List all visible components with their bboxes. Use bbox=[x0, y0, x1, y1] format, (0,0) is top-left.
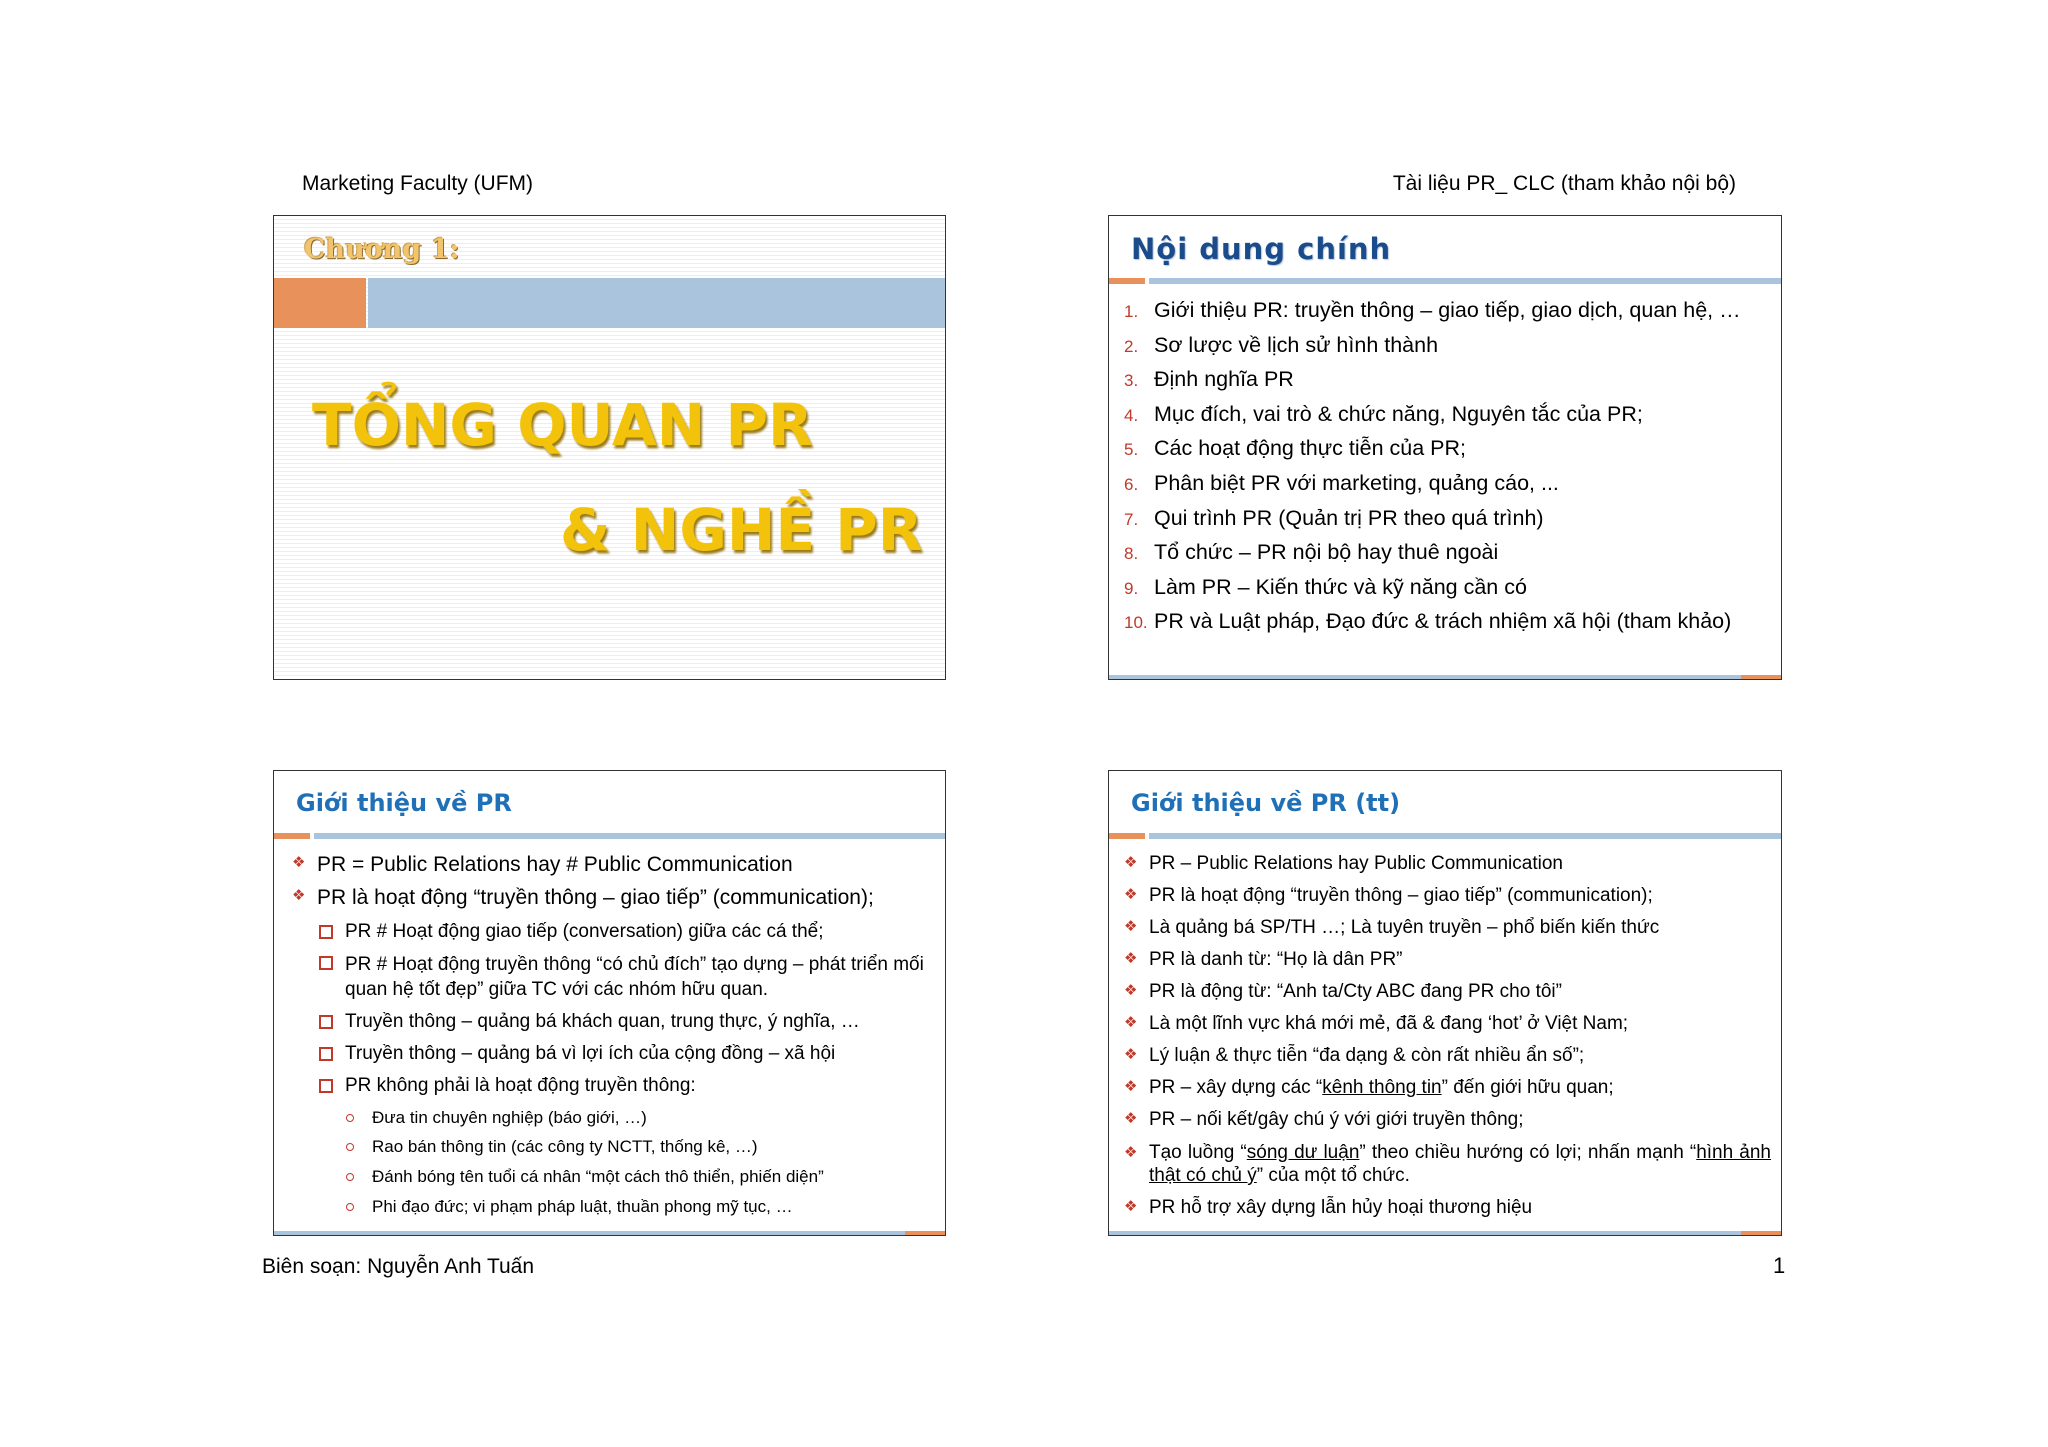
slide-intro-bottom-rule bbox=[274, 1231, 945, 1235]
list-item: ❖ PR – xây dựng các “kênh thông tin” đến giới hữu quan; bbox=[1124, 1077, 1614, 1098]
list-item: 1. Giới thiệu PR: truyền thông – giao tiếp, giao dịch, quan hệ, … bbox=[1124, 298, 1741, 322]
intro-l2-item: Truyền thông – quảng bá khách quan, trung thực, ý nghĩa, … bbox=[319, 1011, 937, 1033]
slide-intro-cont-bottom-rule bbox=[1109, 1231, 1781, 1235]
intro-l1-item: ❖ PR = Public Relations hay # Public Communication bbox=[292, 853, 793, 876]
slide-contents-title: Nội dung chính bbox=[1131, 232, 1392, 266]
slide-intro-pr bbox=[273, 770, 946, 1236]
list-item: 8. Tổ chức – PR nội bộ hay thuê ngoài bbox=[1124, 540, 1499, 565]
page-number: 1 bbox=[1773, 1253, 1786, 1278]
slide-main-title-line1: TỔNG QUAN PR bbox=[312, 391, 813, 459]
slide-title bbox=[273, 215, 946, 680]
chapter-label: Chương 1: bbox=[304, 234, 460, 265]
diamond-bullet-icon: ❖ bbox=[1124, 1046, 1138, 1063]
diamond-bullet-icon: ❖ bbox=[1124, 1014, 1138, 1031]
slide-intro-pr-cont bbox=[1108, 770, 1782, 1236]
circle-bullet-icon bbox=[346, 1173, 354, 1181]
list-item: 5. Các hoạt động thực tiễn của PR; bbox=[1124, 436, 1466, 461]
intro-l1-item: ❖ PR là hoạt động “truyền thông – giao tiếp” (communication); bbox=[292, 886, 874, 909]
square-bullet-icon bbox=[319, 925, 333, 939]
diamond-bullet-icon: ❖ bbox=[1124, 918, 1138, 935]
list-item: 10. PR và Luật pháp, Đạo đức & trách nhiệm xã hội (tham khảo) bbox=[1124, 609, 1732, 634]
diamond-bullet-icon: ❖ bbox=[292, 887, 306, 904]
page-footer-author: Biên soạn: Nguyễn Anh Tuấn bbox=[262, 1255, 535, 1278]
intro-l3-item: Rao bán thông tin (các công ty NCTT, thống kê, …) bbox=[346, 1137, 937, 1157]
intro-l2-item: Truyền thông – quảng bá vì lợi ích của cộng đồng – xã hội bbox=[319, 1043, 937, 1065]
intro-l3-item: Phi đạo đức; vi phạm pháp luật, thuần phong mỹ tục, … bbox=[346, 1197, 937, 1217]
intro-l2-item: PR # Hoạt động truyền thông “có chủ đích” tạo dựng – phát triển mối quan hệ tốt đẹp” giữa TC với các nhóm hữu quan. bbox=[319, 952, 937, 1002]
list-item: ❖ PR – nối kết/gây chú ý với giới truyền thông; bbox=[1124, 1109, 1524, 1130]
list-item: ❖ PR hỗ trợ xây dựng lẫn hủy hoại thương hiệu bbox=[1124, 1197, 1533, 1218]
intro-l3-item: Đánh bóng tên tuổi cá nhân “một cách thô thiển, phiến diện” bbox=[346, 1167, 937, 1187]
slide-intro-cont-title: Giới thiệu về PR (tt) bbox=[1131, 789, 1401, 817]
diamond-bullet-icon: ❖ bbox=[1124, 1110, 1138, 1127]
list-item: ❖ PR là danh từ: “Họ là dân PR” bbox=[1124, 949, 1403, 970]
slide-contents bbox=[1108, 215, 1782, 680]
list-item: ❖ PR là hoạt động “truyền thông – giao tiếp” (communication); bbox=[1124, 885, 1653, 906]
page-header-left: Marketing Faculty (UFM) bbox=[302, 172, 534, 195]
slide-intro-title: Giới thiệu về PR bbox=[296, 789, 512, 817]
slide-contents-bottom-rule bbox=[1109, 675, 1781, 679]
list-item: 6. Phân biệt PR với marketing, quảng cáo, ... bbox=[1124, 470, 1559, 495]
intro-l2-item: PR # Hoạt động giao tiếp (conversation) giữa các cá thể; bbox=[319, 921, 937, 943]
list-item: ❖ Tạo luồng “sóng dư luận” theo chiều hướng có lợi; nhấn mạnh “hình ảnh thật có chủ ý” của một tổ chức. bbox=[1124, 1142, 1771, 1186]
list-item: ❖ Lý luận & thực tiễn “đa dạng & còn rất nhiều ẩn số”; bbox=[1124, 1045, 1585, 1066]
slide-intro-rule bbox=[274, 833, 945, 839]
contents-list bbox=[1124, 298, 1773, 644]
diamond-bullet-icon: ❖ bbox=[292, 854, 306, 871]
slide-main-title-line2: & NGHỀ PR bbox=[560, 496, 923, 564]
square-bullet-icon bbox=[319, 1079, 333, 1093]
diamond-bullet-icon: ❖ bbox=[1124, 1198, 1138, 1215]
title-bar-orange bbox=[274, 278, 366, 328]
list-item: 9. Làm PR – Kiến thức và kỹ năng cần có bbox=[1124, 574, 1527, 599]
diamond-bullet-icon: ❖ bbox=[1124, 1078, 1138, 1095]
diamond-bullet-icon: ❖ bbox=[1124, 854, 1138, 871]
list-item: ❖ PR là động từ: “Anh ta/Cty ABC đang PR cho tôi” bbox=[1124, 981, 1562, 1002]
list-item: ❖ Là một lĩnh vực khá mới mẻ, đã & đang ‘hot’ ở Việt Nam; bbox=[1124, 1013, 1629, 1034]
intro-l2-item: PR không phải là hoạt động truyền thông: bbox=[319, 1075, 937, 1097]
circle-bullet-icon bbox=[346, 1143, 354, 1151]
list-item: ❖ PR – Public Relations hay Public Communication bbox=[1124, 853, 1563, 874]
diamond-bullet-icon: ❖ bbox=[1124, 1144, 1138, 1161]
list-item: 4. Mục đích, vai trò & chức năng, Nguyên tắc của PR; bbox=[1124, 401, 1643, 426]
diamond-bullet-icon: ❖ bbox=[1124, 982, 1138, 999]
diamond-bullet-icon: ❖ bbox=[1124, 886, 1138, 903]
list-item: 2. Sơ lược về lịch sử hình thành bbox=[1124, 332, 1439, 357]
slide-intro-cont-rule bbox=[1109, 833, 1781, 839]
square-bullet-icon bbox=[319, 956, 333, 970]
intro-l3-item: Đưa tin chuyên nghiệp (báo giới, …) bbox=[346, 1108, 937, 1128]
title-bar-blue bbox=[368, 278, 945, 328]
diamond-bullet-icon: ❖ bbox=[1124, 950, 1138, 967]
list-item: ❖ Là quảng bá SP/TH …; Là tuyên truyền – phổ biến kiến thức bbox=[1124, 917, 1660, 938]
slide-contents-rule bbox=[1109, 278, 1781, 284]
circle-bullet-icon bbox=[346, 1203, 354, 1211]
circle-bullet-icon bbox=[346, 1114, 354, 1122]
square-bullet-icon bbox=[319, 1047, 333, 1061]
square-bullet-icon bbox=[319, 1015, 333, 1029]
list-item: 3. Định nghĩa PR bbox=[1124, 367, 1294, 392]
page-header-right: Tài liệu PR_ CLC (tham khảo nội bộ) bbox=[1392, 172, 1736, 195]
list-item: 7. Qui trình PR (Quản trị PR theo quá trình) bbox=[1124, 505, 1544, 530]
